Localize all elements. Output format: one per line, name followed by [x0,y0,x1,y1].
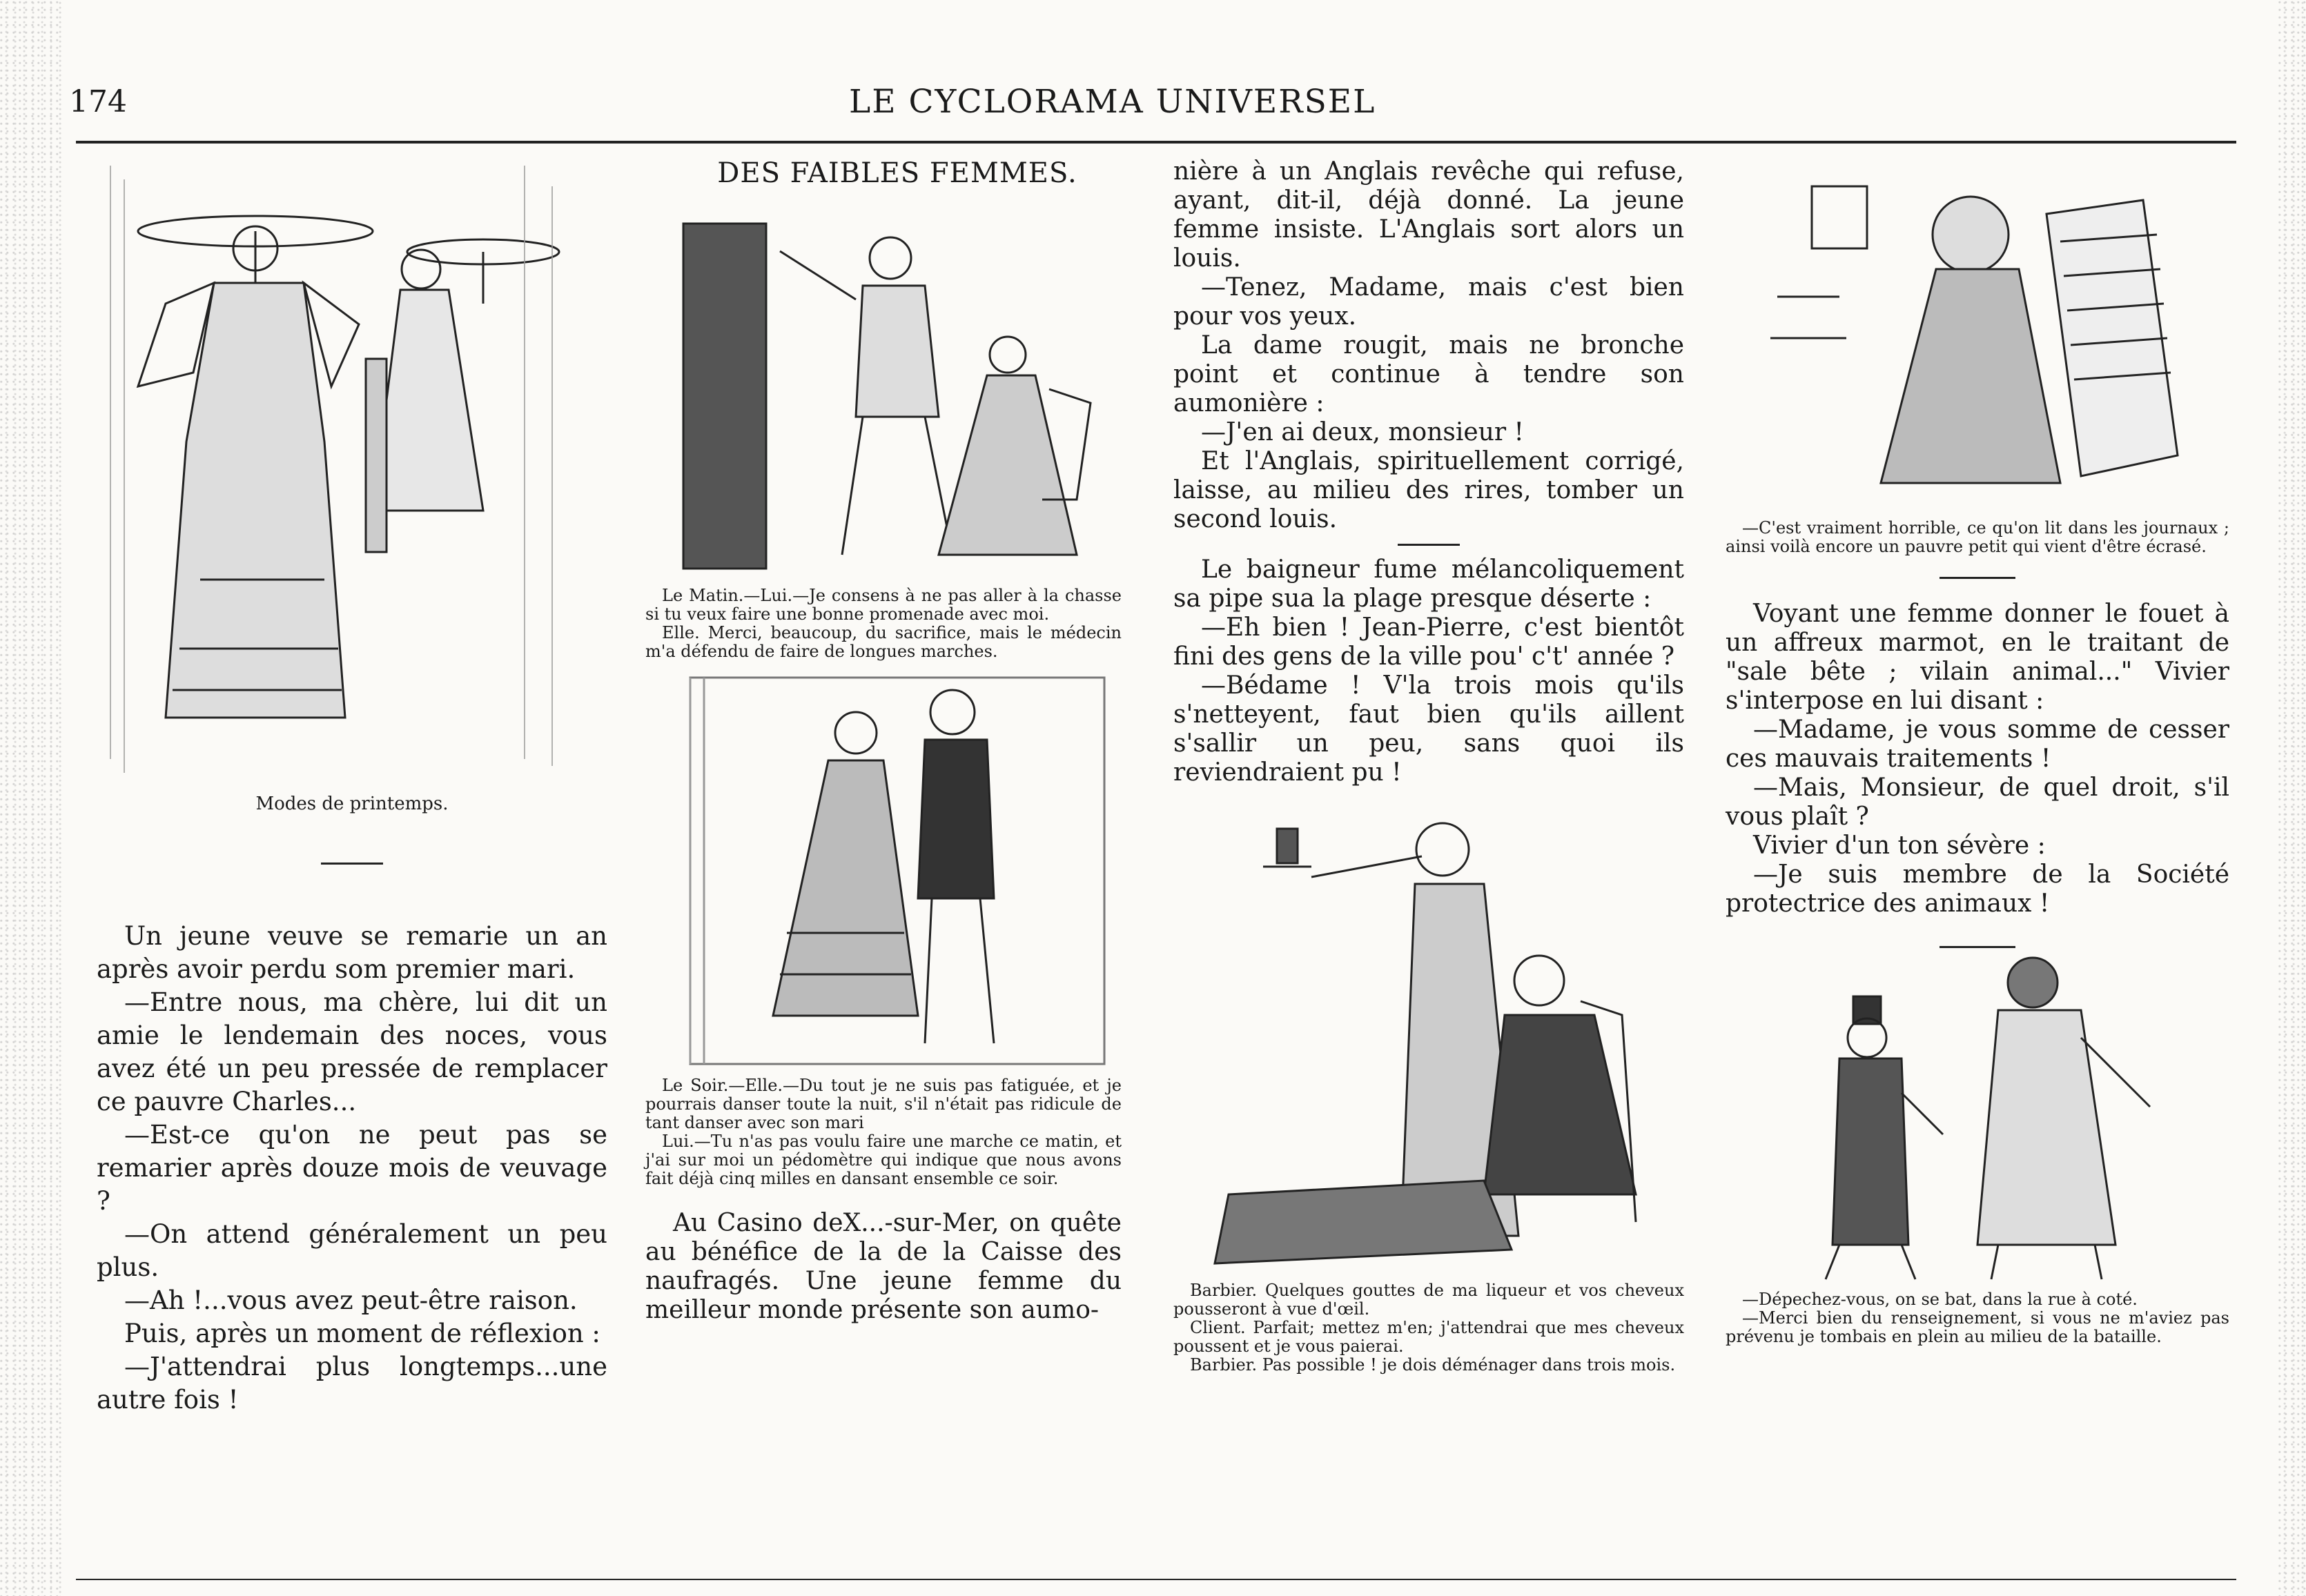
separator [1398,544,1460,546]
story-bather [1173,555,1684,787]
evening-dance-illustration [676,671,1118,1071]
caption-evening [645,1076,1122,1188]
separator [1939,946,2015,948]
paragraph: —Eh bien ! Jean-Pierre, c'est bientôt fini des gens de la ville pou' c't' année ? [1173,613,1684,671]
paragraph: —Madame, je vous somme de cesser ces mauvais traitements ! [1726,716,2229,773]
paragraph: —Tenez, Madame, mais c'est bien pour vos yeux. [1173,273,1684,331]
illustration-caption: Modes de printemps. [255,794,449,814]
paragraph: Un jeune veuve se remarie un an après avoir perdu som premier mari. [97,921,607,984]
column-4 [1726,159,2229,1346]
caption-line: Barbier. Pas possible ! je dois déménager dans trois mois. [1190,1355,1676,1375]
paragraph: Et l'Anglais, spirituellement corrigé, laisse, au milieu des rires, tomber un second louis. [1173,447,1684,533]
paragraph: Puis, après un moment de réflexion : [124,1319,600,1348]
paragraph: nière à un Anglais revêche qui refuse, ayant, dit-il, déjà donné. La jeune femme insiste. L'Anglais sort alors un louis. [1173,157,1684,273]
paragraph: —On attend généralement un peu plus. [97,1219,607,1282]
spring-fashion-illustration [97,166,580,787]
street-fight-illustration [1770,955,2185,1286]
paragraph: —J'en ai deux, monsieur ! [1201,418,1524,446]
paragraph: La dame rougit, mais ne bronche point et continue à tendre son aumonière : [1173,331,1684,417]
column-2 [645,157,1149,1325]
barber-illustration [1194,808,1663,1277]
caption-line: —Merci bien du renseignement, si vous ne m'aviez pas prévenu je tombais en plein au milieu de la bataille. [1726,1308,2229,1346]
caption-line: Lui.—Tu n'as pas voulu faire une marche ce matin, et j'ai sur moi un pédomètre qui indique que nous avons fait déjà cinq milles en dansant ensemble ce soir. [645,1132,1122,1188]
paragraph: —Bédame ! V'la trois mois qu'ils s'netteyent, faut bien qu'ils aillent s'sallir un peu, sans quoi ils reviendraient pu ! [1173,671,1684,787]
story-casino-start [645,1209,1122,1325]
paragraph: —Je suis membre de la Société protectrice des animaux ! [1726,860,2229,918]
story-casino-cont [1173,157,1684,534]
separator [1939,577,2015,579]
journal-title: LE CYCLORAMA UNIVERSEL [849,83,1376,121]
caption-barber [1173,1281,1684,1375]
caption-newspaper [1726,519,2229,556]
separator [321,863,383,865]
paragraph: —Entre nous, ma chère, lui dit un amie le lendemain des noces, vous avez été un peu pressée de remplacer ce pauvre Charles... [97,987,607,1116]
paragraph: —J'attendrai plus longtemps...une autre fois ! [97,1352,607,1415]
paragraph: —Ah !...vous avez peut-être raison. [124,1285,578,1315]
morning-couple-illustration [676,196,1118,582]
caption-street-fight [1726,1290,2229,1346]
paragraph: Vivier d'un ton sévère : [1753,831,2046,860]
caption-line: —Dépechez-vous, on se bat, dans la rue à coté. [1742,1290,2138,1309]
header-rule [76,141,2236,144]
paragraph: Le baigneur fume mélancoliquement sa pipe sua la plage presque déserte : [1173,555,1684,613]
paragraph: —Est-ce qu'on ne peut pas se remarier après douze mois de veuvage ? [97,1120,607,1216]
caption-line: —C'est vraiment horrible, ce qu'on lit dans les journaux ; ainsi voilà encore un pauvre petit qui vient d'être écrasé. [1726,518,2229,556]
newspaper-reader-illustration [1757,159,2198,511]
paragraph: Au Casino deX...-sur-Mer, on quête au bénéfice de la de la Caisse des naufragés. Une jeune femme du meilleur monde présente son aumo- [645,1209,1122,1324]
footer-rule [76,1579,2236,1580]
column-3 [1173,157,1684,1375]
caption-line: Le Matin.—Lui.—Je consens à ne pas aller à la chasse si tu veux faire une bonne promenade avec moi. [645,586,1122,624]
story-widow [97,920,607,1417]
article-title: DES FAIBLES FEMMES. [717,157,1077,189]
paragraph: —Mais, Monsieur, de quel droit, s'il vous plaît ? [1726,774,2229,831]
caption-line: Elle. Merci, beaucoup, du sacrifice, mais le médecin m'a défendu de faire de longues marches. [645,623,1122,661]
caption-line: Client. Parfait; mettez m'en; j'attendrai que mes cheveux poussent et je vous paierai. [1173,1318,1684,1356]
paragraph: Voyant une femme donner le fouet à un affreux marmot, en le traitant de "sale bête ; vilain animal..." Vivier s'interpose en lui disant : [1726,600,2229,715]
caption-line: Le Soir.—Elle.—Du tout je ne suis pas fatiguée, et je pourrais danser toute la nuit, s'il n'était pas ridicule de tant danser avec son mari [645,1076,1122,1132]
column-1 [97,166,607,1417]
scan-noise-right [2278,0,2306,1596]
scan-noise-left [0,0,62,1596]
caption-morning [645,587,1122,661]
story-vivier [1726,600,2229,918]
caption-line: Barbier. Quelques gouttes de ma liqueur et vos cheveux pousseront à vue d'œil. [1173,1281,1684,1319]
page-number: 174 [69,84,127,119]
